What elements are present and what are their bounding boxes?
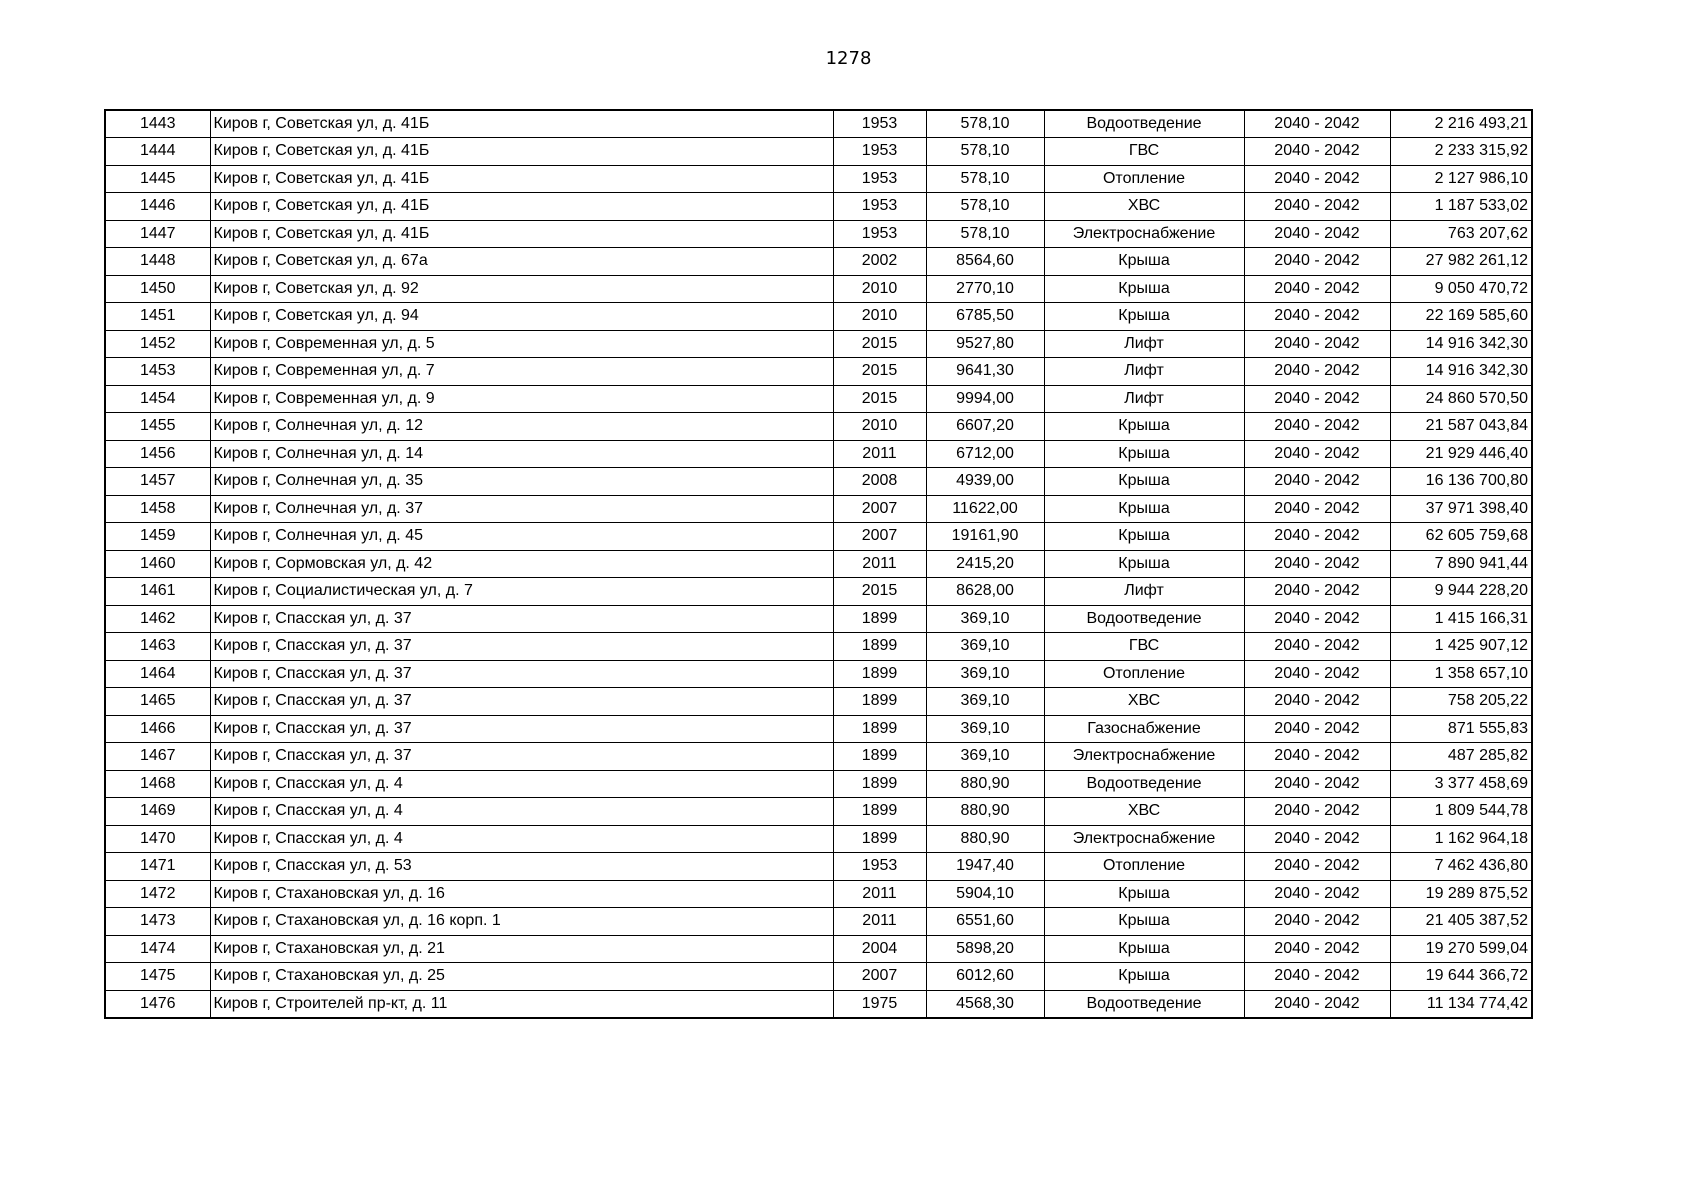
row-number-cell: 1448 <box>105 248 210 276</box>
work-type-cell: Лифт <box>1044 358 1244 386</box>
row-number-cell: 1451 <box>105 303 210 331</box>
cost-cell: 9 050 470,72 <box>1390 275 1532 303</box>
work-type-cell: Водоотведение <box>1044 990 1244 1018</box>
cost-cell: 2 216 493,21 <box>1390 110 1532 138</box>
row-number-cell: 1446 <box>105 193 210 221</box>
work-type-cell: Лифт <box>1044 330 1244 358</box>
table-row <box>105 275 1532 303</box>
work-type-cell: Водоотведение <box>1044 605 1244 633</box>
cost-cell: 1 809 544,78 <box>1390 798 1532 826</box>
period-cell: 2040 - 2042 <box>1244 413 1390 441</box>
build-year-cell: 2011 <box>833 550 926 578</box>
work-type-cell: Крыша <box>1044 495 1244 523</box>
cost-cell: 9 944 228,20 <box>1390 578 1532 606</box>
build-year-cell: 1953 <box>833 193 926 221</box>
work-type-cell: Крыша <box>1044 550 1244 578</box>
area-cell: 19161,90 <box>926 523 1044 551</box>
address-cell: Киров г, Советская ул, д. 94 <box>210 303 833 331</box>
address-cell: Киров г, Солнечная ул, д. 35 <box>210 468 833 496</box>
period-cell: 2040 - 2042 <box>1244 303 1390 331</box>
build-year-cell: 1953 <box>833 110 926 138</box>
work-type-cell: Электроснабжение <box>1044 220 1244 248</box>
table-row <box>105 303 1532 331</box>
table-row <box>105 440 1532 468</box>
table-row <box>105 523 1532 551</box>
cost-cell: 21 587 043,84 <box>1390 413 1532 441</box>
table-row <box>105 743 1532 771</box>
address-cell: Киров г, Спасская ул, д. 37 <box>210 688 833 716</box>
work-type-cell: Крыша <box>1044 935 1244 963</box>
build-year-cell: 2002 <box>833 248 926 276</box>
table-row <box>105 605 1532 633</box>
work-type-cell: ХВС <box>1044 798 1244 826</box>
row-number-cell: 1450 <box>105 275 210 303</box>
period-cell: 2040 - 2042 <box>1244 220 1390 248</box>
row-number-cell: 1470 <box>105 825 210 853</box>
row-number-cell: 1458 <box>105 495 210 523</box>
build-year-cell: 2011 <box>833 880 926 908</box>
build-year-cell: 1899 <box>833 660 926 688</box>
work-type-cell: Крыша <box>1044 413 1244 441</box>
cost-cell: 19 270 599,04 <box>1390 935 1532 963</box>
cost-cell: 21 405 387,52 <box>1390 908 1532 936</box>
row-number-cell: 1476 <box>105 990 210 1018</box>
address-cell: Киров г, Советская ул, д. 41Б <box>210 220 833 248</box>
row-number-cell: 1474 <box>105 935 210 963</box>
work-type-cell: Водоотведение <box>1044 110 1244 138</box>
cost-cell: 14 916 342,30 <box>1390 358 1532 386</box>
table-body <box>105 110 1532 1018</box>
table-row <box>105 358 1532 386</box>
repair-registry-table <box>104 109 1533 1019</box>
period-cell: 2040 - 2042 <box>1244 853 1390 881</box>
row-number-cell: 1473 <box>105 908 210 936</box>
work-type-cell: Лифт <box>1044 385 1244 413</box>
table-row <box>105 248 1532 276</box>
build-year-cell: 1899 <box>833 715 926 743</box>
area-cell: 9994,00 <box>926 385 1044 413</box>
cost-cell: 27 982 261,12 <box>1390 248 1532 276</box>
row-number-cell: 1466 <box>105 715 210 743</box>
address-cell: Киров г, Спасская ул, д. 4 <box>210 798 833 826</box>
cost-cell: 871 555,83 <box>1390 715 1532 743</box>
work-type-cell: Газоснабжение <box>1044 715 1244 743</box>
period-cell: 2040 - 2042 <box>1244 110 1390 138</box>
address-cell: Киров г, Советская ул, д. 41Б <box>210 165 833 193</box>
table-row <box>105 193 1532 221</box>
cost-cell: 763 207,62 <box>1390 220 1532 248</box>
row-number-cell: 1467 <box>105 743 210 771</box>
row-number-cell: 1464 <box>105 660 210 688</box>
table-row <box>105 220 1532 248</box>
row-number-cell: 1475 <box>105 963 210 991</box>
cost-cell: 11 134 774,42 <box>1390 990 1532 1018</box>
row-number-cell: 1465 <box>105 688 210 716</box>
table-row <box>105 468 1532 496</box>
work-type-cell: Крыша <box>1044 523 1244 551</box>
cost-cell: 19 644 366,72 <box>1390 963 1532 991</box>
area-cell: 6785,50 <box>926 303 1044 331</box>
area-cell: 369,10 <box>926 633 1044 661</box>
table-row <box>105 330 1532 358</box>
area-cell: 8564,60 <box>926 248 1044 276</box>
build-year-cell: 1953 <box>833 165 926 193</box>
period-cell: 2040 - 2042 <box>1244 605 1390 633</box>
table-row <box>105 935 1532 963</box>
table-row <box>105 110 1532 138</box>
cost-cell: 62 605 759,68 <box>1390 523 1532 551</box>
table-row <box>105 413 1532 441</box>
cost-cell: 1 187 533,02 <box>1390 193 1532 221</box>
build-year-cell: 2015 <box>833 578 926 606</box>
address-cell: Киров г, Солнечная ул, д. 12 <box>210 413 833 441</box>
area-cell: 578,10 <box>926 110 1044 138</box>
cost-cell: 3 377 458,69 <box>1390 770 1532 798</box>
row-number-cell: 1469 <box>105 798 210 826</box>
address-cell: Киров г, Стахановская ул, д. 16 корп. 1 <box>210 908 833 936</box>
area-cell: 4939,00 <box>926 468 1044 496</box>
work-type-cell: Крыша <box>1044 275 1244 303</box>
cost-cell: 7 890 941,44 <box>1390 550 1532 578</box>
period-cell: 2040 - 2042 <box>1244 385 1390 413</box>
period-cell: 2040 - 2042 <box>1244 633 1390 661</box>
build-year-cell: 1953 <box>833 138 926 166</box>
address-cell: Киров г, Спасская ул, д. 37 <box>210 660 833 688</box>
address-cell: Киров г, Стахановская ул, д. 16 <box>210 880 833 908</box>
period-cell: 2040 - 2042 <box>1244 275 1390 303</box>
address-cell: Киров г, Советская ул, д. 41Б <box>210 138 833 166</box>
period-cell: 2040 - 2042 <box>1244 193 1390 221</box>
address-cell: Киров г, Строителей пр-кт, д. 11 <box>210 990 833 1018</box>
row-number-cell: 1452 <box>105 330 210 358</box>
table-row <box>105 880 1532 908</box>
row-number-cell: 1453 <box>105 358 210 386</box>
build-year-cell: 2010 <box>833 275 926 303</box>
table-row <box>105 688 1532 716</box>
work-type-cell: Крыша <box>1044 248 1244 276</box>
address-cell: Киров г, Спасская ул, д. 37 <box>210 743 833 771</box>
period-cell: 2040 - 2042 <box>1244 825 1390 853</box>
period-cell: 2040 - 2042 <box>1244 468 1390 496</box>
area-cell: 9527,80 <box>926 330 1044 358</box>
work-type-cell: Водоотведение <box>1044 770 1244 798</box>
row-number-cell: 1462 <box>105 605 210 633</box>
row-number-cell: 1468 <box>105 770 210 798</box>
period-cell: 2040 - 2042 <box>1244 990 1390 1018</box>
period-cell: 2040 - 2042 <box>1244 935 1390 963</box>
build-year-cell: 1899 <box>833 825 926 853</box>
address-cell: Киров г, Советская ул, д. 92 <box>210 275 833 303</box>
area-cell: 1947,40 <box>926 853 1044 881</box>
table-row <box>105 770 1532 798</box>
row-number-cell: 1445 <box>105 165 210 193</box>
period-cell: 2040 - 2042 <box>1244 963 1390 991</box>
build-year-cell: 1899 <box>833 770 926 798</box>
build-year-cell: 2008 <box>833 468 926 496</box>
build-year-cell: 1953 <box>833 853 926 881</box>
cost-cell: 487 285,82 <box>1390 743 1532 771</box>
work-type-cell: ГВС <box>1044 633 1244 661</box>
area-cell: 5898,20 <box>926 935 1044 963</box>
build-year-cell: 2011 <box>833 908 926 936</box>
period-cell: 2040 - 2042 <box>1244 165 1390 193</box>
build-year-cell: 1953 <box>833 220 926 248</box>
cost-cell: 758 205,22 <box>1390 688 1532 716</box>
row-number-cell: 1455 <box>105 413 210 441</box>
table-row <box>105 165 1532 193</box>
table-row <box>105 660 1532 688</box>
area-cell: 4568,30 <box>926 990 1044 1018</box>
work-type-cell: Крыша <box>1044 440 1244 468</box>
cost-cell: 2 233 315,92 <box>1390 138 1532 166</box>
period-cell: 2040 - 2042 <box>1244 908 1390 936</box>
period-cell: 2040 - 2042 <box>1244 248 1390 276</box>
address-cell: Киров г, Современная ул, д. 9 <box>210 385 833 413</box>
area-cell: 369,10 <box>926 715 1044 743</box>
row-number-cell: 1443 <box>105 110 210 138</box>
build-year-cell: 2004 <box>833 935 926 963</box>
row-number-cell: 1447 <box>105 220 210 248</box>
address-cell: Киров г, Солнечная ул, д. 45 <box>210 523 833 551</box>
work-type-cell: ГВС <box>1044 138 1244 166</box>
work-type-cell: Крыша <box>1044 303 1244 331</box>
row-number-cell: 1457 <box>105 468 210 496</box>
area-cell: 11622,00 <box>926 495 1044 523</box>
area-cell: 578,10 <box>926 220 1044 248</box>
table-row <box>105 138 1532 166</box>
build-year-cell: 2015 <box>833 358 926 386</box>
area-cell: 369,10 <box>926 605 1044 633</box>
area-cell: 9641,30 <box>926 358 1044 386</box>
area-cell: 6551,60 <box>926 908 1044 936</box>
build-year-cell: 2007 <box>833 523 926 551</box>
address-cell: Киров г, Солнечная ул, д. 14 <box>210 440 833 468</box>
address-cell: Киров г, Социалистическая ул, д. 7 <box>210 578 833 606</box>
work-type-cell: Электроснабжение <box>1044 825 1244 853</box>
address-cell: Киров г, Спасская ул, д. 4 <box>210 825 833 853</box>
period-cell: 2040 - 2042 <box>1244 715 1390 743</box>
period-cell: 2040 - 2042 <box>1244 440 1390 468</box>
build-year-cell: 2007 <box>833 963 926 991</box>
area-cell: 8628,00 <box>926 578 1044 606</box>
row-number-cell: 1471 <box>105 853 210 881</box>
table-row <box>105 495 1532 523</box>
period-cell: 2040 - 2042 <box>1244 770 1390 798</box>
work-type-cell: Лифт <box>1044 578 1244 606</box>
table-row <box>105 715 1532 743</box>
table-row <box>105 578 1532 606</box>
table-row <box>105 963 1532 991</box>
work-type-cell: ХВС <box>1044 688 1244 716</box>
address-cell: Киров г, Стахановская ул, д. 25 <box>210 963 833 991</box>
row-number-cell: 1456 <box>105 440 210 468</box>
address-cell: Киров г, Советская ул, д. 41Б <box>210 193 833 221</box>
address-cell: Киров г, Солнечная ул, д. 37 <box>210 495 833 523</box>
cost-cell: 14 916 342,30 <box>1390 330 1532 358</box>
build-year-cell: 2011 <box>833 440 926 468</box>
work-type-cell: Отопление <box>1044 165 1244 193</box>
work-type-cell: Крыша <box>1044 963 1244 991</box>
period-cell: 2040 - 2042 <box>1244 523 1390 551</box>
cost-cell: 19 289 875,52 <box>1390 880 1532 908</box>
row-number-cell: 1459 <box>105 523 210 551</box>
area-cell: 369,10 <box>926 743 1044 771</box>
address-cell: Киров г, Стахановская ул, д. 21 <box>210 935 833 963</box>
build-year-cell: 2010 <box>833 303 926 331</box>
cost-cell: 37 971 398,40 <box>1390 495 1532 523</box>
row-number-cell: 1461 <box>105 578 210 606</box>
build-year-cell: 2010 <box>833 413 926 441</box>
build-year-cell: 1899 <box>833 605 926 633</box>
table-row <box>105 385 1532 413</box>
cost-cell: 1 415 166,31 <box>1390 605 1532 633</box>
table-row <box>105 633 1532 661</box>
period-cell: 2040 - 2042 <box>1244 660 1390 688</box>
build-year-cell: 1899 <box>833 688 926 716</box>
address-cell: Киров г, Спасская ул, д. 4 <box>210 770 833 798</box>
address-cell: Киров г, Спасская ул, д. 37 <box>210 605 833 633</box>
cost-cell: 24 860 570,50 <box>1390 385 1532 413</box>
row-number-cell: 1463 <box>105 633 210 661</box>
cost-cell: 7 462 436,80 <box>1390 853 1532 881</box>
area-cell: 880,90 <box>926 825 1044 853</box>
address-cell: Киров г, Спасская ул, д. 37 <box>210 633 833 661</box>
table-row <box>105 798 1532 826</box>
period-cell: 2040 - 2042 <box>1244 798 1390 826</box>
address-cell: Киров г, Советская ул, д. 41Б <box>210 110 833 138</box>
row-number-cell: 1444 <box>105 138 210 166</box>
period-cell: 2040 - 2042 <box>1244 550 1390 578</box>
table-row <box>105 825 1532 853</box>
period-cell: 2040 - 2042 <box>1244 495 1390 523</box>
row-number-cell: 1454 <box>105 385 210 413</box>
period-cell: 2040 - 2042 <box>1244 330 1390 358</box>
work-type-cell: Крыша <box>1044 908 1244 936</box>
cost-cell: 16 136 700,80 <box>1390 468 1532 496</box>
work-type-cell: Крыша <box>1044 468 1244 496</box>
address-cell: Киров г, Спасская ул, д. 37 <box>210 715 833 743</box>
table-row <box>105 908 1532 936</box>
area-cell: 6607,20 <box>926 413 1044 441</box>
address-cell: Киров г, Современная ул, д. 7 <box>210 358 833 386</box>
cost-cell: 22 169 585,60 <box>1390 303 1532 331</box>
period-cell: 2040 - 2042 <box>1244 578 1390 606</box>
work-type-cell: ХВС <box>1044 193 1244 221</box>
build-year-cell: 1899 <box>833 633 926 661</box>
cost-cell: 1 425 907,12 <box>1390 633 1532 661</box>
build-year-cell: 1899 <box>833 743 926 771</box>
cost-cell: 1 358 657,10 <box>1390 660 1532 688</box>
area-cell: 880,90 <box>926 798 1044 826</box>
area-cell: 369,10 <box>926 688 1044 716</box>
work-type-cell: Отопление <box>1044 660 1244 688</box>
area-cell: 369,10 <box>926 660 1044 688</box>
table-row <box>105 990 1532 1018</box>
table-row <box>105 550 1532 578</box>
row-number-cell: 1460 <box>105 550 210 578</box>
row-number-cell: 1472 <box>105 880 210 908</box>
area-cell: 578,10 <box>926 193 1044 221</box>
address-cell: Киров г, Сормовская ул, д. 42 <box>210 550 833 578</box>
area-cell: 5904,10 <box>926 880 1044 908</box>
area-cell: 2770,10 <box>926 275 1044 303</box>
address-cell: Киров г, Современная ул, д. 5 <box>210 330 833 358</box>
period-cell: 2040 - 2042 <box>1244 880 1390 908</box>
work-type-cell: Электроснабжение <box>1044 743 1244 771</box>
work-type-cell: Крыша <box>1044 880 1244 908</box>
build-year-cell: 2015 <box>833 330 926 358</box>
page-number: 1278 <box>825 48 872 69</box>
area-cell: 6012,60 <box>926 963 1044 991</box>
address-cell: Киров г, Спасская ул, д. 53 <box>210 853 833 881</box>
cost-cell: 2 127 986,10 <box>1390 165 1532 193</box>
area-cell: 578,10 <box>926 138 1044 166</box>
area-cell: 6712,00 <box>926 440 1044 468</box>
period-cell: 2040 - 2042 <box>1244 138 1390 166</box>
area-cell: 880,90 <box>926 770 1044 798</box>
period-cell: 2040 - 2042 <box>1244 688 1390 716</box>
build-year-cell: 1899 <box>833 798 926 826</box>
build-year-cell: 2007 <box>833 495 926 523</box>
period-cell: 2040 - 2042 <box>1244 358 1390 386</box>
area-cell: 578,10 <box>926 165 1044 193</box>
period-cell: 2040 - 2042 <box>1244 743 1390 771</box>
table-row <box>105 853 1532 881</box>
build-year-cell: 1975 <box>833 990 926 1018</box>
cost-cell: 21 929 446,40 <box>1390 440 1532 468</box>
build-year-cell: 2015 <box>833 385 926 413</box>
cost-cell: 1 162 964,18 <box>1390 825 1532 853</box>
address-cell: Киров г, Советская ул, д. 67а <box>210 248 833 276</box>
area-cell: 2415,20 <box>926 550 1044 578</box>
work-type-cell: Отопление <box>1044 853 1244 881</box>
